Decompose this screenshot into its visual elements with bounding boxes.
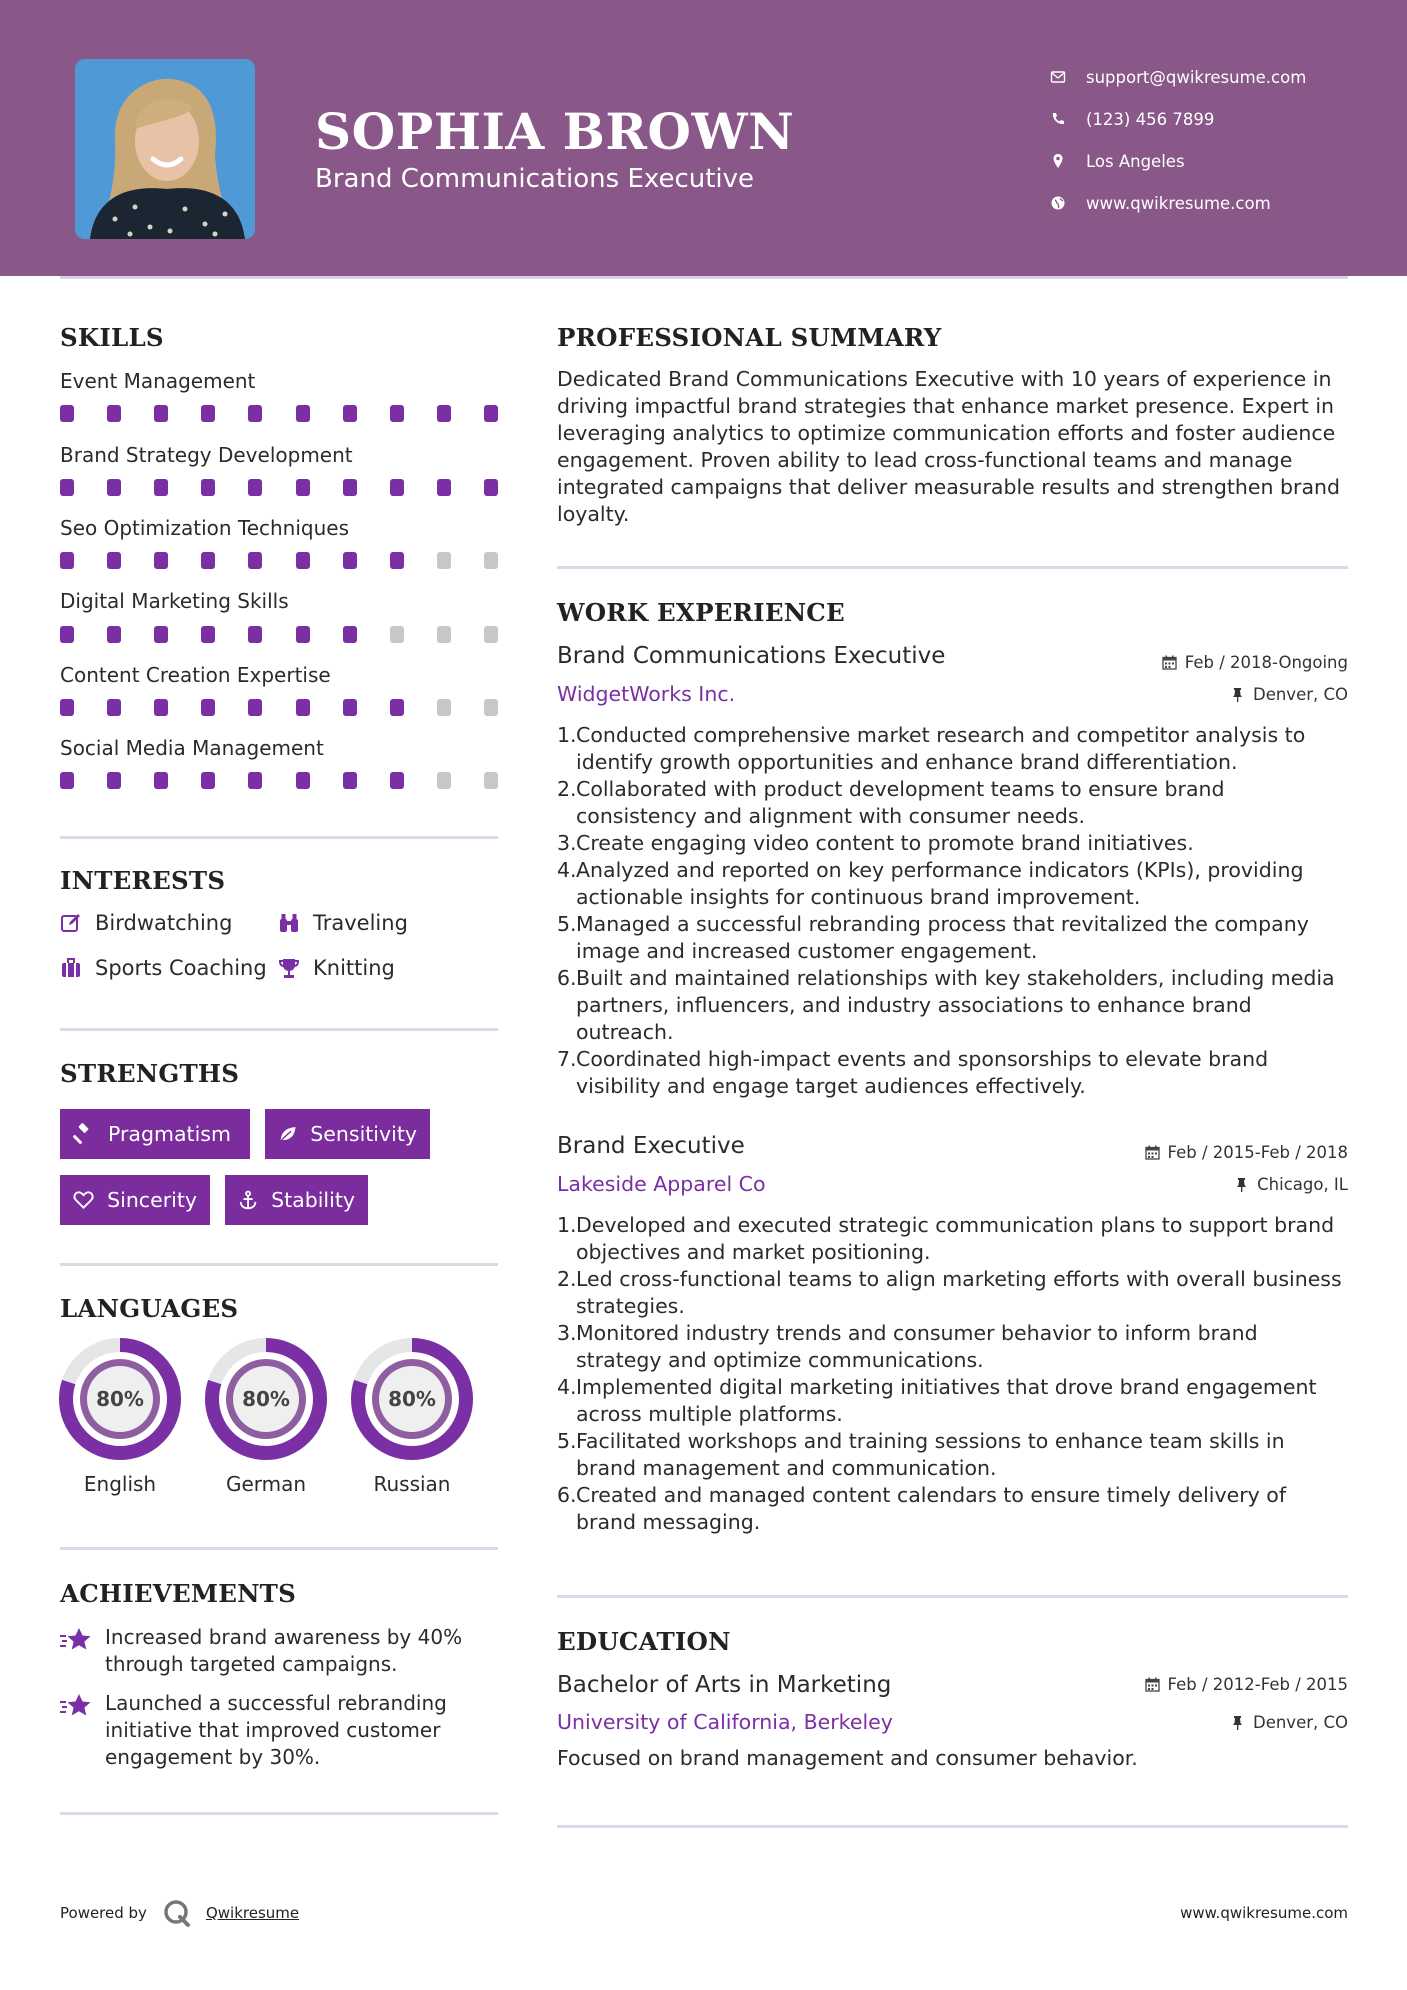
binoculars-icon <box>278 912 300 934</box>
bullet-text: Conducted comprehensive market research and competitor analysis to identify growth opportunities and enhance brand differentiation. <box>576 723 1306 774</box>
skill-dot-empty <box>437 699 451 716</box>
interest-item <box>278 956 395 980</box>
contact-website-text: www.qwikresume.com <box>1086 193 1271 213</box>
language-name: German <box>225 1472 307 1496</box>
education-dates-text: Feb / 2012-Feb / 2015 <box>1167 1675 1348 1694</box>
skill-name: Digital Marketing Skills <box>60 589 289 613</box>
skill-dot-filled <box>390 479 404 496</box>
skill-dot-empty <box>484 626 498 643</box>
bullet-text: Coordinated high-impact events and sponsorships to elevate brand visibility and engage target audiences effectively. <box>576 1047 1269 1098</box>
skill-dot-filled <box>248 772 262 789</box>
skill-dot-filled <box>107 405 121 422</box>
header-divider <box>60 276 1348 279</box>
achievements-heading: ACHIEVEMENTS <box>60 1579 296 1608</box>
section-divider <box>60 1547 498 1550</box>
strength-tag <box>60 1109 250 1159</box>
achievement-text: Increased brand awareness by 40% through targeted campaigns. <box>105 1625 463 1676</box>
language-item <box>59 1338 181 1496</box>
skill-dot-filled <box>343 699 357 716</box>
powered-by-label: Powered by <box>60 1904 147 1922</box>
skill-dot-filled <box>343 552 357 569</box>
bullet-number: 1. <box>557 1213 577 1237</box>
job-bullet <box>557 1212 1347 1266</box>
language-name: Russian <box>373 1472 451 1496</box>
footer-url[interactable]: www.qwikresume.com <box>1180 1904 1348 1922</box>
bullet-number: 4. <box>557 858 577 882</box>
skill-dot-filled <box>107 626 121 643</box>
skill-dot-filled <box>201 699 215 716</box>
contact-email-text: support@qwikresume.com <box>1086 67 1307 87</box>
job-title: Brand Executive <box>557 1133 745 1159</box>
skill-dot-filled <box>343 772 357 789</box>
skill-dot-filled <box>437 405 451 422</box>
job-location <box>1234 1175 1348 1194</box>
language-percent: 80% <box>388 1387 436 1411</box>
achievement-item <box>60 1690 500 1771</box>
interest-label: Birdwatching <box>95 911 233 935</box>
interest-item <box>60 911 232 935</box>
bullet-number: 3. <box>557 1321 577 1345</box>
skill-dot-filled <box>60 626 74 643</box>
envelope-icon <box>1050 69 1086 85</box>
skill-dot-filled <box>201 405 215 422</box>
section-divider <box>557 1825 1348 1828</box>
job-bullet <box>557 722 1347 776</box>
skill-dot-filled <box>201 626 215 643</box>
calendar-icon <box>1145 1677 1160 1692</box>
star-icon <box>60 1692 92 1720</box>
contact-location <box>1050 140 1306 182</box>
skill-rating <box>60 626 498 644</box>
language-gauge <box>205 1338 327 1460</box>
language-percent: 80% <box>96 1387 144 1411</box>
strength-label: Sincerity <box>107 1188 197 1212</box>
job-dates <box>1145 1143 1348 1162</box>
contact-website[interactable] <box>1050 182 1306 224</box>
heart-icon <box>73 1189 94 1211</box>
skill-dot-filled <box>390 552 404 569</box>
strength-tag <box>225 1175 368 1225</box>
skill-dot-filled <box>296 626 310 643</box>
experience-heading: WORK EXPERIENCE <box>557 598 845 627</box>
leaf-icon <box>278 1123 297 1145</box>
phone-icon <box>1050 111 1086 127</box>
contact-list <box>1050 56 1306 224</box>
calendar-icon <box>1162 655 1177 670</box>
pin-icon <box>1230 1715 1245 1730</box>
job-bullet <box>557 1428 1347 1482</box>
skill-dot-filled <box>343 626 357 643</box>
skill-dot-filled <box>248 405 262 422</box>
interest-label: Traveling <box>313 911 408 935</box>
strength-tag <box>60 1175 210 1225</box>
languages-heading: LANGUAGES <box>60 1294 239 1323</box>
summary-heading: PROFESSIONAL SUMMARY <box>557 323 942 352</box>
skill-dot-filled <box>107 699 121 716</box>
section-divider <box>557 1595 1348 1598</box>
education-degree: Bachelor of Arts in Marketing <box>557 1672 892 1698</box>
skill-dot-empty <box>390 626 404 643</box>
job-bullets <box>557 1212 1347 1536</box>
bullet-number: 5. <box>557 1429 577 1453</box>
header-banner <box>0 0 1407 276</box>
anchor-icon <box>238 1189 258 1211</box>
skill-dot-filled <box>154 626 168 643</box>
job-company: WidgetWorks Inc. <box>557 682 736 706</box>
bullet-number: 7. <box>557 1047 577 1071</box>
qwikresume-link[interactable]: Qwikresume <box>205 1904 300 1922</box>
section-divider <box>60 836 498 839</box>
job-bullet <box>557 1482 1347 1536</box>
skill-rating <box>60 772 498 790</box>
profile-photo <box>75 59 255 239</box>
skill-dot-filled <box>296 552 310 569</box>
interest-label: Knitting <box>313 956 395 980</box>
job-bullet <box>557 857 1347 911</box>
strength-label: Stability <box>271 1188 355 1212</box>
job-bullet <box>557 965 1347 1046</box>
strength-tag <box>265 1109 430 1159</box>
job-bullet <box>557 1320 1347 1374</box>
skill-dot-filled <box>107 552 121 569</box>
contact-phone-text: (123) 456 7899 <box>1086 109 1215 129</box>
bullet-number: 2. <box>557 1267 577 1291</box>
skill-dot-filled <box>296 699 310 716</box>
education-heading: EDUCATION <box>557 1627 731 1656</box>
bullet-number: 6. <box>557 1483 577 1507</box>
skill-dot-filled <box>484 405 498 422</box>
skill-dot-filled <box>154 552 168 569</box>
skill-rating <box>60 405 498 423</box>
bullet-text: Led cross-functional teams to align marketing efforts with overall business strategies. <box>576 1267 1342 1318</box>
skill-dot-filled <box>60 772 74 789</box>
bullet-text: Analyzed and reported on key performance indicators (KPIs), providing actionable insights for continuous brand improvement. <box>576 858 1304 909</box>
bullet-number: 4. <box>557 1375 577 1399</box>
map-marker-icon <box>1050 153 1086 169</box>
interests-heading: INTERESTS <box>60 866 226 895</box>
bullet-text: Monitored industry trends and consumer behavior to inform brand strategy and optimize communications. <box>576 1321 1258 1372</box>
job-bullet <box>557 1046 1347 1100</box>
language-item <box>351 1338 473 1496</box>
candidate-title: Brand Communications Executive <box>315 164 755 194</box>
pin-icon <box>1230 687 1245 702</box>
achievement-text: Launched a successful rebranding initiative that improved customer engagement by 30%. <box>105 1691 447 1769</box>
skill-dot-empty <box>484 772 498 789</box>
strengths-heading: STRENGTHS <box>60 1059 240 1088</box>
skill-dot-filled <box>248 626 262 643</box>
skills-heading: SKILLS <box>60 323 164 352</box>
section-divider <box>557 566 1348 569</box>
education-dates <box>1145 1675 1348 1694</box>
job-dates <box>1162 653 1348 672</box>
skill-dot-filled <box>154 479 168 496</box>
section-divider <box>60 1263 498 1266</box>
skill-dot-filled <box>201 552 215 569</box>
calendar-icon <box>1145 1145 1160 1160</box>
job-bullet <box>557 1266 1347 1320</box>
bullet-text: Implemented digital marketing initiatives that drove brand engagement across multiple platforms. <box>576 1375 1317 1426</box>
bullet-text: Create engaging video content to promote brand initiatives. <box>576 831 1194 855</box>
interest-label: Sports Coaching <box>95 956 267 980</box>
skill-name: Seo Optimization Techniques <box>60 516 350 540</box>
bullet-text: Managed a successful rebranding process that revitalized the company image and increased customer engagement. <box>576 912 1309 963</box>
bullet-number: 2. <box>557 777 577 801</box>
skill-dot-empty <box>484 552 498 569</box>
job-bullet <box>557 911 1347 965</box>
skill-dot-filled <box>107 479 121 496</box>
skill-dot-filled <box>343 479 357 496</box>
job-bullet <box>557 830 1347 857</box>
bullet-text: Developed and executed strategic communication plans to support brand objectives and market positioning. <box>576 1213 1335 1264</box>
skill-dot-filled <box>484 479 498 496</box>
footer-powered-by <box>60 1898 299 1928</box>
interest-item <box>278 911 408 935</box>
language-gauge <box>351 1338 473 1460</box>
job-dates-text: Feb / 2015-Feb / 2018 <box>1167 1143 1348 1162</box>
skill-dot-filled <box>60 479 74 496</box>
globe-icon <box>1050 195 1086 211</box>
skill-dot-empty <box>437 552 451 569</box>
skill-dot-filled <box>296 479 310 496</box>
interest-item <box>60 956 267 980</box>
education-location <box>1230 1713 1348 1732</box>
education-description: Focused on brand management and consumer behavior. <box>557 1746 1138 1770</box>
skill-rating <box>60 552 498 570</box>
bullet-number: 3. <box>557 831 577 855</box>
bullet-text: Built and maintained relationships with key stakeholders, including media partners, influencers, and industry associations to enhance brand outreach. <box>576 966 1335 1044</box>
skill-dot-filled <box>390 699 404 716</box>
skill-dot-empty <box>437 772 451 789</box>
pin-icon <box>1234 1177 1249 1192</box>
education-school: University of California, Berkeley <box>557 1710 893 1734</box>
summary-text: Dedicated Brand Communications Executive with 10 years of experience in driving impactful brand strategies that enhance market presence. Expert in leveraging analytics to optimize communication efforts and foster audience engagement. Proven ability to lead cross-functional teams and manage integrated campaigns that deliver measurable results and strengthen brand loyalty. <box>557 367 1341 526</box>
gavel-icon <box>73 1123 95 1145</box>
job-bullet <box>557 1374 1347 1428</box>
skill-dot-filled <box>248 479 262 496</box>
contact-location-text: Los Angeles <box>1086 151 1185 171</box>
skill-dot-filled <box>60 405 74 422</box>
job-bullet <box>557 776 1347 830</box>
skill-dot-filled <box>343 405 357 422</box>
skill-dot-filled <box>390 772 404 789</box>
job-location-text: Denver, CO <box>1252 685 1348 704</box>
skill-rating <box>60 479 498 497</box>
section-divider <box>60 1812 498 1815</box>
skill-dot-filled <box>296 405 310 422</box>
language-percent: 80% <box>242 1387 290 1411</box>
bullet-text: Facilitated workshops and training sessions to enhance team skills in brand management and communication. <box>576 1429 1285 1480</box>
skill-dot-empty <box>437 626 451 643</box>
skill-dot-filled <box>390 405 404 422</box>
skill-name: Social Media Management <box>60 736 324 760</box>
job-bullets <box>557 722 1347 1100</box>
bullet-number: 1. <box>557 723 577 747</box>
skill-dot-filled <box>201 772 215 789</box>
contact-phone[interactable] <box>1050 98 1306 140</box>
skill-dot-filled <box>154 405 168 422</box>
job-location <box>1230 685 1348 704</box>
qwikresume-logo-icon <box>162 1898 192 1928</box>
skill-dot-filled <box>201 479 215 496</box>
skill-dot-filled <box>248 552 262 569</box>
star-icon <box>60 1626 92 1654</box>
skill-dot-empty <box>484 699 498 716</box>
skill-name: Event Management <box>60 369 256 393</box>
skill-dot-filled <box>437 479 451 496</box>
briefcase-icon <box>60 957 82 979</box>
job-company: Lakeside Apparel Co <box>557 1172 766 1196</box>
skill-name: Brand Strategy Development <box>60 443 353 467</box>
job-title: Brand Communications Executive <box>557 643 946 669</box>
job-dates-text: Feb / 2018-Ongoing <box>1184 653 1348 672</box>
skill-dot-filled <box>60 699 74 716</box>
bullet-number: 5. <box>557 912 577 936</box>
skill-dot-filled <box>60 552 74 569</box>
skill-dot-filled <box>154 699 168 716</box>
strength-label: Sensitivity <box>310 1122 417 1146</box>
language-gauge <box>59 1338 181 1460</box>
skill-dot-filled <box>154 772 168 789</box>
skill-dot-filled <box>296 772 310 789</box>
education-location-text: Denver, CO <box>1252 1713 1348 1732</box>
bullet-text: Created and managed content calendars to ensure timely delivery of brand messaging. <box>576 1483 1287 1534</box>
achievement-item <box>60 1624 500 1678</box>
skill-rating <box>60 699 498 717</box>
bullet-text: Collaborated with product development teams to ensure brand consistency and alignment with consumer needs. <box>576 777 1225 828</box>
strength-label: Pragmatism <box>108 1122 231 1146</box>
language-name: English <box>83 1472 157 1496</box>
contact-email[interactable] <box>1050 56 1306 98</box>
pencil-square-icon <box>60 912 82 934</box>
section-divider <box>60 1028 498 1031</box>
skill-dot-filled <box>248 699 262 716</box>
language-item <box>205 1338 327 1496</box>
job-location-text: Chicago, IL <box>1257 1175 1348 1194</box>
bullet-number: 6. <box>557 966 577 990</box>
trophy-icon <box>278 957 300 979</box>
skill-dot-filled <box>107 772 121 789</box>
candidate-name: SOPHIA BROWN <box>315 102 795 161</box>
skill-name: Content Creation Expertise <box>60 663 331 687</box>
